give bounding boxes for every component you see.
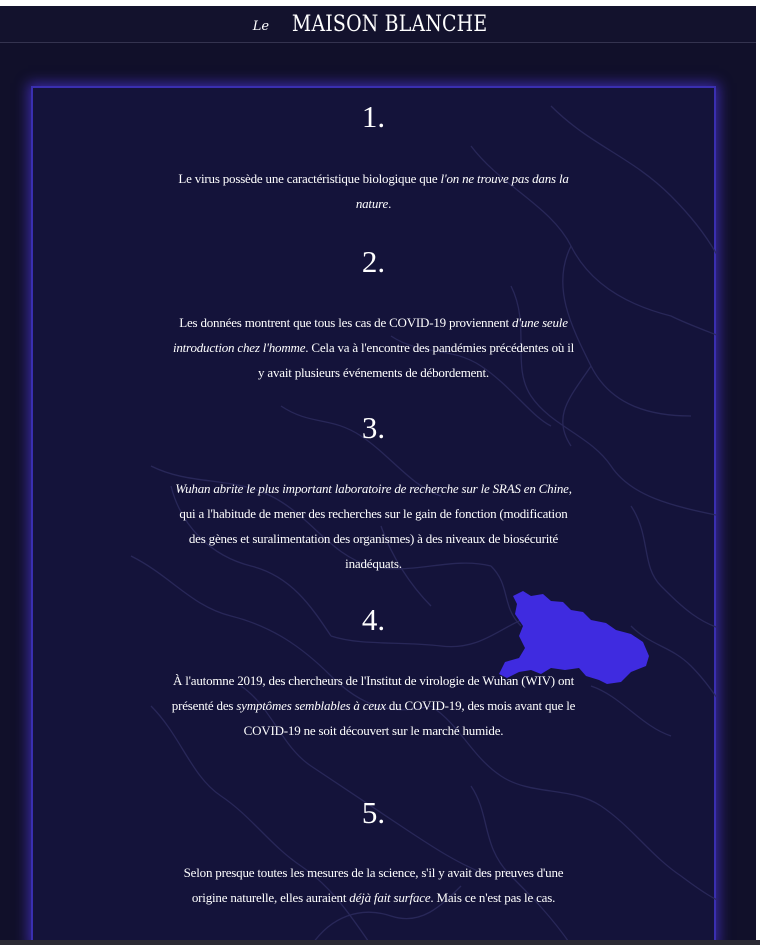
item-text-segment: . Cela va à l'encontre des pandémies précédentes où il y avait plusieurs événements de débordement. <box>258 340 575 380</box>
content-panel <box>31 86 716 945</box>
window-bottom-edge <box>0 940 760 945</box>
item-text-emphasis: d'une seule introduction chez l'homme <box>172 315 568 355</box>
item-text-segment: du COVID-19, des mois avant que le COVID-19 ne soit découvert sur le marché humide. <box>243 698 576 738</box>
item-text-segment: Les données montrent que tous les cas de COVID-19 proviennent <box>179 315 512 330</box>
item-text <box>171 310 576 385</box>
site-header <box>0 6 756 43</box>
item-text-emphasis: déjà fait surface <box>349 890 431 905</box>
brand-prefix: Le <box>252 18 270 34</box>
item-text-segment: À l'automne 2019, des chercheurs de l'Institut de virologie de Wuhan (WIV) ont présenté des <box>171 673 574 713</box>
item-number: 1. <box>361 99 386 134</box>
item-text-segment: . Mais ce n'est pas le cas. <box>430 890 556 905</box>
item-text <box>171 860 576 910</box>
item-number: 5. <box>361 795 386 830</box>
window-right-edge <box>756 0 760 945</box>
item-number: 2. <box>361 244 386 279</box>
item-number: 4. <box>361 602 386 637</box>
item-text-segment: Le virus possède une caractéristique biologique que <box>178 171 441 186</box>
item-text-segment: , qui a l'habitude de mener des recherches sur le gain de fonction (modification des gènes et suralimentation des organismes) à des niveaux de biosécurité inadéquats. <box>179 481 572 571</box>
item-text-emphasis: l'on ne trouve pas dans la nature <box>355 171 569 211</box>
item-text-emphasis: symptômes semblables à ceux <box>236 698 386 713</box>
item-text-segment: . <box>388 196 392 211</box>
item-text-segment: Selon presque toutes les mesures de la science, s'il y avait des preuves d'une origine naturelle, elles auraient <box>183 865 564 905</box>
brand-name[interactable]: MAISON BLANCHE <box>291 11 488 37</box>
item-text <box>171 668 576 743</box>
item-text-emphasis: Wuhan abrite le plus important laboratoire de recherche sur le SRAS en Chine <box>175 481 569 496</box>
item-text <box>171 476 576 576</box>
item-number: 3. <box>361 410 386 445</box>
item-text <box>171 166 576 216</box>
